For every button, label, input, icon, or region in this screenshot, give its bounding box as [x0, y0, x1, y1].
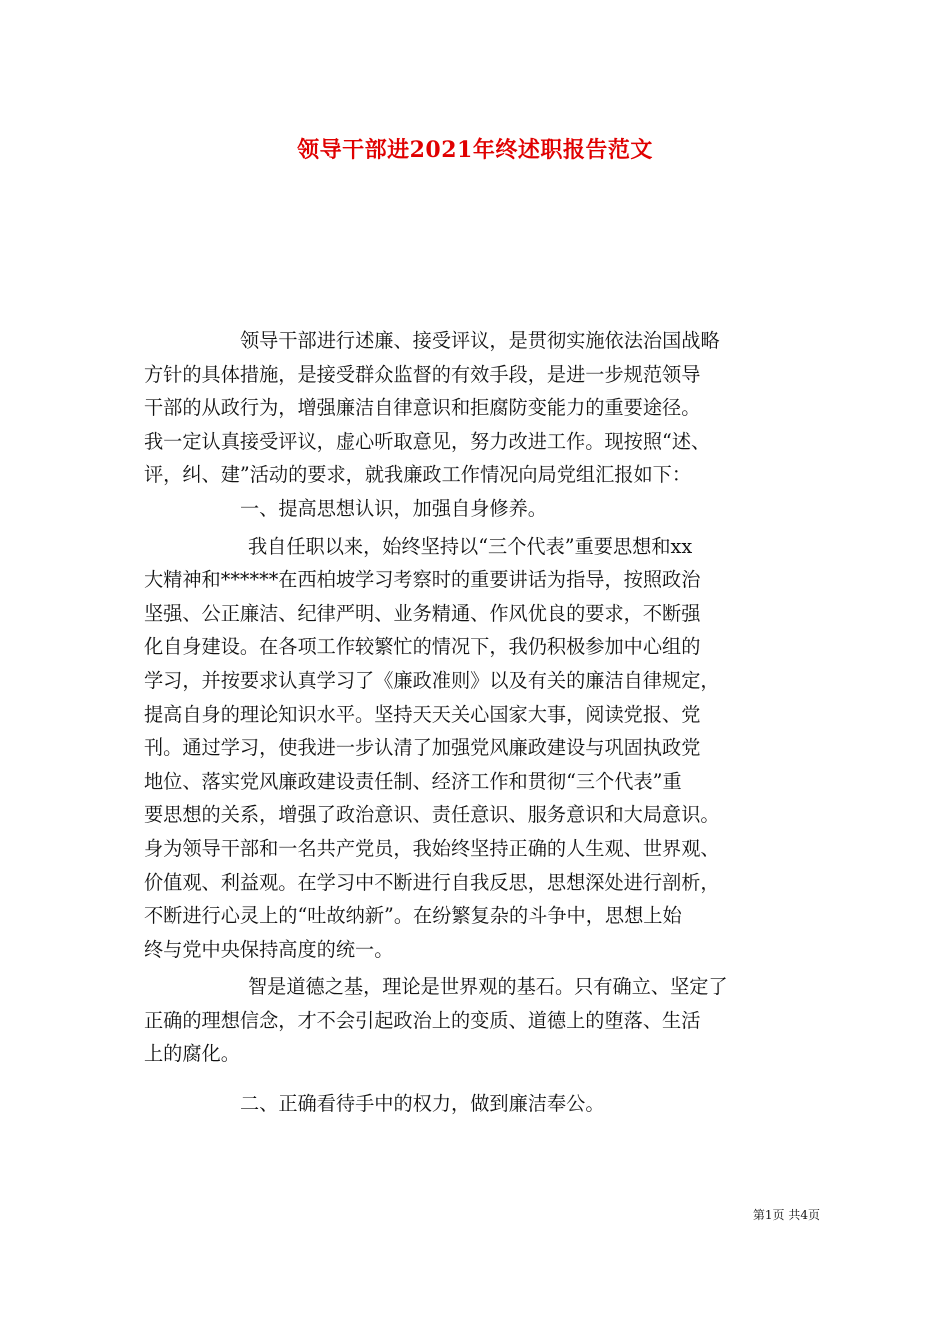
body-line: 学习，并按要求认真学习了《廉政准则》以及有关的廉洁自律规定， [144, 668, 720, 692]
body-line: 方针的具体措施，是接受群众监督的有效手段，是进一步规范领导 [144, 362, 701, 386]
body-line: 提高自身的理论知识水平。坚持天天关心国家大事，阅读党报、党 [144, 702, 701, 726]
document-body [144, 324, 816, 1121]
page-footer: 第1页 共4页 [752, 1208, 820, 1222]
document-title: 领导干部进2021年终述职报告范文 [297, 137, 653, 163]
body-line: 我自任职以来，始终坚持以“三个代表”重要思想和xx [248, 534, 693, 558]
body-line: 身为领导干部和一名共产党员，我始终坚持正确的人生观、世界观、 [144, 836, 720, 860]
line-spacer [144, 1071, 816, 1087]
body-line: 上的腐化。 [144, 1042, 240, 1066]
body-line: 不断进行心灵上的“吐故纳新”。在纷繁复杂的斗争中，思想上始 [144, 904, 682, 928]
body-line: 正确的理想信念，才不会引起政治上的变质、道德上的堕落、生活 [144, 1008, 701, 1032]
body-line: 化自身建设。在各项工作较繁忙的情况下，我仍积极参加中心组的 [144, 635, 701, 659]
body-line: 大精神和******在西柏坡学习考察时的重要讲话为指导，按照政治 [144, 568, 701, 592]
body-line: 领导干部进行述廉、接受评议，是贯彻实施依法治国战略 [240, 329, 720, 352]
body-line: 刊。通过学习，使我进一步认清了加强党风廉政建设与巩固执政党 [144, 736, 701, 760]
body-line: 二、正确看待手中的权力，做到廉洁奉公。 [240, 1092, 605, 1116]
body-line: 坚强、公正廉洁、纪律严明、业务精通、作风优良的要求，不断强 [144, 601, 701, 625]
body-line: 我一定认真接受评议，虚心听取意见，努力改进工作。现按照“述、 [144, 429, 711, 453]
body-line: 地位、落实党风廉政建设责任制、经济工作和贯彻“三个代表”重 [144, 769, 682, 793]
body-line: 智是道德之基，理论是世界观的基石。只有确立、坚定了 [248, 975, 728, 999]
body-line: 终与党中央保持高度的统一。 [144, 937, 394, 961]
body-line: 要思想的关系，增强了政治意识、责任意识、服务意识和大局意识。 [144, 803, 720, 827]
body-line: 价值观、利益观。在学习中不断进行自我反思，思想深处进行剖析， [144, 870, 720, 894]
body-line: 评，纠、建”活动的要求，就我廉政工作情况向局党组汇报如下： [144, 463, 692, 487]
body-line: 一、提高思想认识，加强自身修养。 [240, 496, 547, 520]
body-line: 干部的从政行为，增强廉洁自律意识和拒腐防变能力的重要途径。 [144, 396, 701, 420]
